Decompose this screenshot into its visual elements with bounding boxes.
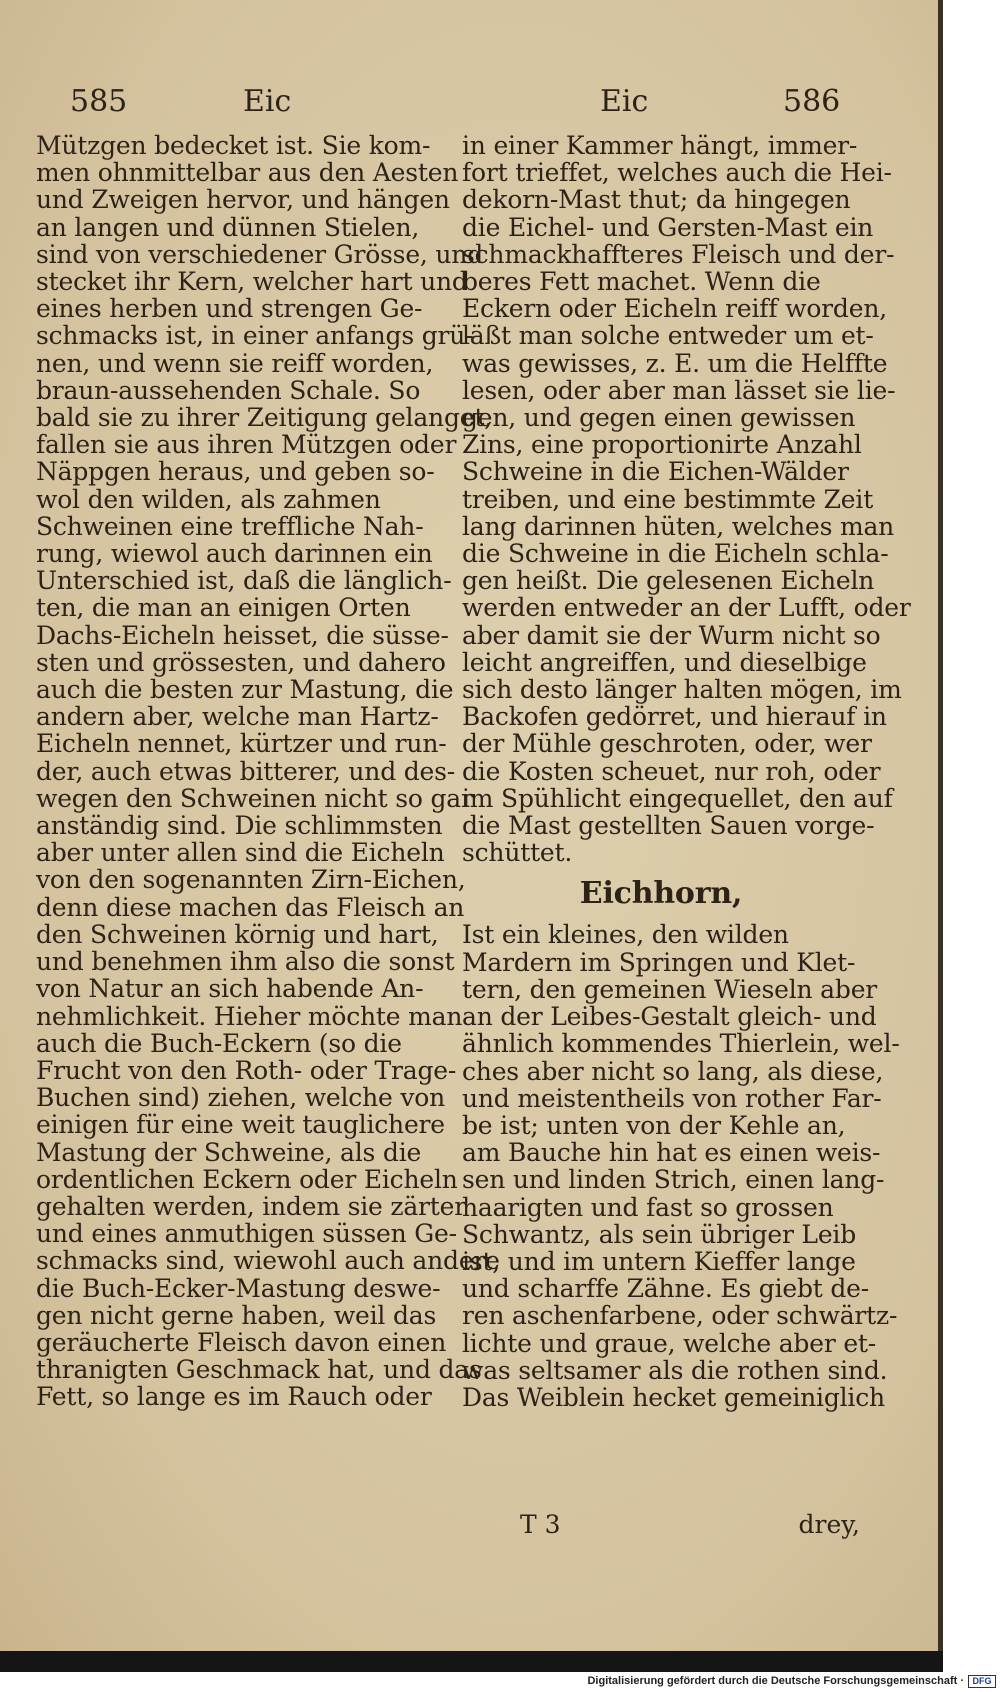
text-line: einigen für eine weit tauglichere <box>36 1110 445 1140</box>
text-line: die Buch-Ecker-Mastung deswe- <box>36 1273 441 1303</box>
text-line: und scharffe Zähne. Es giebt de- <box>462 1274 870 1304</box>
right-text-column <box>462 131 911 1412</box>
text-line: Frucht von den Roth- oder Trage- <box>36 1055 457 1085</box>
text-line: stecket ihr Kern, welcher hart und <box>36 267 468 297</box>
text-line: Backofen gedörret, und hierauf in <box>462 702 887 732</box>
text-line: Ist ein kleines, den wilden <box>462 920 789 950</box>
text-line: fallen sie aus ihren Mützgen oder <box>36 430 457 460</box>
text-line: thranigten Geschmack hat, und das <box>36 1355 482 1385</box>
text-line: ähnlich kommendes Thierlein, wel- <box>462 1029 900 1059</box>
text-line: und Zweigen hervor, und hängen <box>36 185 450 215</box>
text-line: und eines anmuthigen süssen Ge- <box>36 1219 457 1249</box>
text-line: Zins, eine proportionirte Anzahl <box>462 430 862 460</box>
text-line: an der Leibes-Gestalt gleich- und <box>462 1002 877 1032</box>
text-line: und benehmen ihm also die sonst <box>36 947 455 977</box>
text-line: treiben, und eine bestimmte Zeit <box>462 484 874 514</box>
text-line: be ist; unten von der Kehle an, <box>462 1110 846 1140</box>
text-line: Unterschied ist, daß die länglich- <box>36 566 452 596</box>
text-line: Fett, so lange es im Rauch oder <box>36 1382 432 1412</box>
text-line: ist, und im untern Kieffer lange <box>462 1246 856 1276</box>
text-line: lesen, oder aber man lässet sie lie- <box>462 375 896 405</box>
text-line: wegen den Schweinen nicht so gar <box>36 783 473 813</box>
text-line: auch die besten zur Mastung, die <box>36 675 454 705</box>
text-line: gen, und gegen einen gewissen <box>462 403 856 433</box>
text-line: denn diese machen das Fleisch an <box>36 892 465 922</box>
text-line: men ohnmittelbar aus den Aesten <box>36 158 459 188</box>
text-line: ches aber nicht so lang, als diese, <box>462 1056 884 1086</box>
text-line: schmackhaffteres Fleisch und der- <box>462 239 895 269</box>
left-text-column <box>36 131 500 1412</box>
text-line: an langen und dünnen Stielen, <box>36 212 420 242</box>
right-page-number: 586 <box>783 84 841 119</box>
text-line: Das Weiblein hecket gemeiniglich <box>462 1382 885 1412</box>
page-edge-shadow <box>938 0 943 1651</box>
text-line: in einer Kammer hängt, immer- <box>462 131 858 160</box>
text-line: Schwantz, als sein übriger Leib <box>462 1219 857 1249</box>
text-line: gen heißt. Die gelesenen Eicheln <box>462 566 875 596</box>
text-line: rung, wiewol auch darinnen ein <box>36 539 433 569</box>
right-column-top-block <box>462 131 911 868</box>
text-line: bald sie zu ihrer Zeitigung gelanget, <box>36 403 492 433</box>
catchword: drey, <box>798 1510 860 1539</box>
right-column-bottom-block <box>462 920 900 1412</box>
text-line: werden entweder an der Lufft, oder <box>462 593 911 623</box>
text-line: der Mühle geschroten, oder, wer <box>462 729 872 759</box>
text-line: sten und grössesten, und dahero <box>36 647 446 677</box>
text-line: schüttet. <box>462 838 573 868</box>
text-line: und meistentheils von rother Far- <box>462 1083 882 1113</box>
text-line: nehmlichkeit. Hieher möchte man <box>36 1001 463 1031</box>
text-line: schmacks sind, wiewohl auch andere <box>36 1246 500 1276</box>
digitization-credit-text: Digitalisierung gefördert durch die Deutsche Forschungsgemeinschaft · <box>587 1675 964 1687</box>
text-line: von Natur an sich habende An- <box>36 974 424 1004</box>
text-line: Buchen sind) ziehen, welche von <box>36 1083 446 1113</box>
text-line: Eicheln nennet, kürtzer und run- <box>36 729 447 759</box>
text-line: aber unter allen sind die Eicheln <box>36 838 445 868</box>
text-line: nen, und wenn sie reiff worden, <box>36 348 434 378</box>
text-line: was seltsamer als die rothen sind. <box>462 1355 888 1385</box>
text-line: den Schweinen körnig und hart, <box>36 919 439 949</box>
text-line: auch die Buch-Eckern (so die <box>36 1028 402 1058</box>
text-line: haarigten und fast so grossen <box>462 1192 834 1222</box>
text-line: wol den wilden, als zahmen <box>36 484 381 514</box>
text-line: lichte und graue, welche aber et- <box>462 1328 877 1358</box>
text-line: andern aber, welche man Hartz- <box>36 702 439 732</box>
text-line: Eckern oder Eicheln reiff worden, <box>462 294 887 324</box>
text-line: Mardern im Springen und Klet- <box>462 947 856 977</box>
text-line: Mastung der Schweine, als die <box>36 1137 422 1167</box>
text-line: aber damit sie der Wurm nicht so <box>462 620 881 650</box>
scan-bottom-border <box>0 1651 943 1672</box>
text-line: die Schweine in die Eicheln schla- <box>462 539 889 569</box>
text-line: ren aschenfarbene, oder schwärtz- <box>462 1301 898 1331</box>
text-line: im Spühlicht eingequellet, den auf <box>462 783 893 813</box>
dfg-logo: DFG <box>968 1675 996 1688</box>
text-line: gehalten werden, indem sie zärter <box>36 1191 466 1221</box>
left-page-number: 585 <box>70 84 128 119</box>
text-line: der, auch etwas bitterer, und des- <box>36 756 456 786</box>
left-running-head: Eic <box>243 84 292 119</box>
text-line: Mützgen bedecket ist. Sie kom- <box>36 131 431 160</box>
text-line: leicht angreiffen, und dieselbige <box>462 647 867 677</box>
text-line: ten, die man an einigen Orten <box>36 593 411 623</box>
text-line: eines herben und strengen Ge- <box>36 294 423 324</box>
digitization-credit-bar <box>0 1672 1000 1692</box>
text-line: die Kosten scheuet, nur roh, oder <box>462 756 881 786</box>
text-line: Dachs-Eicheln heisset, die süsse- <box>36 620 449 650</box>
page-footer <box>520 1510 860 1540</box>
text-line: läßt man solche entweder um et- <box>462 321 874 351</box>
signature-mark: T 3 <box>520 1510 561 1539</box>
text-line: anständig sind. Die schlimmsten <box>36 811 443 841</box>
text-line: die Eichel- und Gersten-Mast ein <box>462 212 874 242</box>
text-line: braun-aussehenden Schale. So <box>36 375 421 405</box>
text-line: Schweinen eine treffliche Nah- <box>36 511 424 541</box>
text-line: Schweine in die Eichen-Wälder <box>462 457 849 487</box>
text-line: dekorn-Mast thut; da hingegen <box>462 185 851 215</box>
text-line: lang darinnen hüten, welches man <box>462 511 895 541</box>
text-line: am Bauche hin hat es einen weis- <box>462 1138 881 1168</box>
text-line: tern, den gemeinen Wieseln aber <box>462 974 878 1004</box>
text-line: fort trieffet, welches auch die Hei- <box>462 158 892 188</box>
text-line: beres Fett machet. Wenn die <box>462 267 821 297</box>
text-line: gen nicht gerne haben, weil das <box>36 1300 437 1330</box>
text-line: schmacks ist, in einer anfangs grü- <box>36 321 474 351</box>
right-running-head: Eic <box>600 84 649 119</box>
text-line: geräucherte Fleisch davon einen <box>36 1327 447 1357</box>
text-line: die Mast gestellten Sauen vorge- <box>462 811 875 841</box>
text-line: Näppgen heraus, und geben so- <box>36 457 435 487</box>
text-line: sind von verschiedener Grösse, und <box>36 239 484 269</box>
text-line: sich desto länger halten mögen, im <box>462 675 902 705</box>
text-line: sen und linden Strich, einen lang- <box>462 1165 885 1195</box>
entry-heading: Eichhorn, <box>579 876 743 912</box>
text-line: von den sogenannten Zirn-Eichen, <box>36 865 466 895</box>
text-line: ordentlichen Eckern oder Eicheln <box>36 1164 458 1194</box>
text-line: was gewisses, z. E. um die Helffte <box>462 348 888 378</box>
